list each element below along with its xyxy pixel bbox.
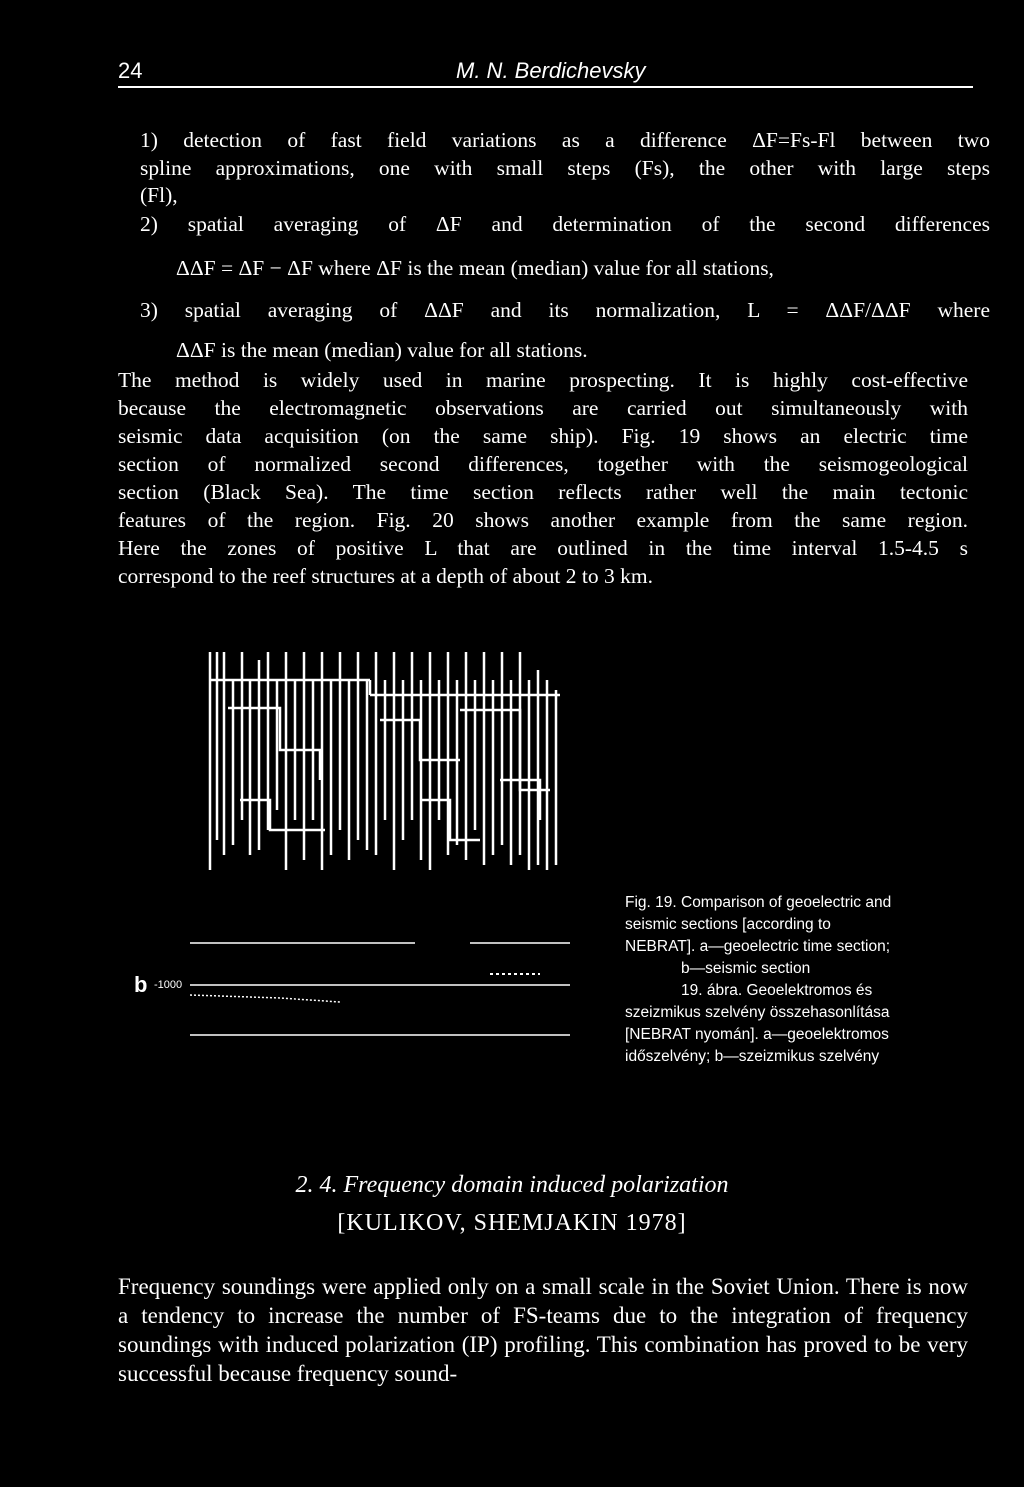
list-item-1-line-2: spline approximations, one with small steps (Fs), the other with large steps [140, 156, 990, 180]
page-number: 24 [118, 58, 143, 83]
list-item-1-line-1: 1) detection of fast field variations as a difference ΔF=Fs-Fl between two [140, 128, 990, 152]
body-paragraph: Frequency soundings were applied only on a small scale in the Soviet Union. There is now a tendency to increase the number of FS-teams due to the integration of frequency soundings with induced polarization (IP) profiling. This combination has proved to be very successful because frequency sound- [118, 1274, 968, 1386]
paragraph-line: Here the zones of positive L that are outlined in the time interval 1.5-4.5 s [118, 536, 968, 560]
section-citation: [KULIKOV, SHEMJAKIN 1978] [337, 1210, 687, 1236]
paragraph-line: seismic data acquisition (on the same ship). Fig. 19 shows an electric time [118, 424, 968, 448]
paragraph-line: features of the region. Fig. 20 shows another example from the same region. [118, 508, 968, 532]
section-heading: 2. 4. Frequency domain induced polarization [295, 1172, 729, 1198]
running-title: M. N. Berdichevsky [456, 58, 646, 83]
geoelectric-time-section [210, 652, 560, 870]
caption-hu-line: szeizmikus szelvény összehasonlítása [625, 1004, 890, 1021]
list-item-3-line-2: ΔΔF is the mean (median) value for all stations. [176, 338, 588, 362]
caption-en-line: b—seismic section [681, 960, 811, 977]
paragraph-line: section of normalized second differences, together with the seismogeological [118, 452, 968, 476]
depth-tick-label: -1000 [154, 979, 183, 991]
caption-hu-line: 19. ábra. Geoelektromos és [681, 982, 873, 999]
list-item-1-line-3: (Fl), [140, 183, 178, 207]
geoelectric-seismic-figure [120, 640, 580, 1060]
seismic-section [190, 943, 570, 1035]
caption-hu-line: időszelvény; b—szeizmikus szelvény [625, 1048, 880, 1065]
figure-caption [625, 892, 965, 1068]
paragraph-line: The method is widely used in marine prospecting. It is highly cost-effective [118, 368, 968, 392]
caption-hu-line: [NEBRAT nyomán]. a—geoelektromos [625, 1026, 889, 1043]
panel-label-b: b [134, 972, 148, 997]
paragraph-line: because the electromagnetic observations are carried out simultaneously with [118, 396, 968, 420]
caption-en-line: NEBRAT]. a—geoelectric time section; [625, 938, 891, 955]
paragraph-line: correspond to the reef structures at a depth of about 2 to 3 km. [118, 564, 653, 588]
list-item-3-line-1: 3) spatial averaging of ΔΔF and its normalization, L = ΔΔF/ΔΔF where [140, 298, 990, 322]
list-item-2-formula: ΔΔF = ΔF − ΔF where ΔF is the mean (median) value for all stations, [176, 256, 774, 280]
caption-en-line: Fig. 19. Comparison of geoelectric and [625, 894, 892, 911]
list-item-2-line-1: 2) spatial averaging of ΔF and determination of the second differences [140, 212, 990, 236]
caption-en-line: seismic sections [according to [625, 916, 831, 933]
running-header [118, 58, 973, 88]
paragraph-line: section (Black Sea). The time section reflects rather well the main tectonic [118, 480, 968, 504]
figure-19 [120, 640, 580, 1065]
